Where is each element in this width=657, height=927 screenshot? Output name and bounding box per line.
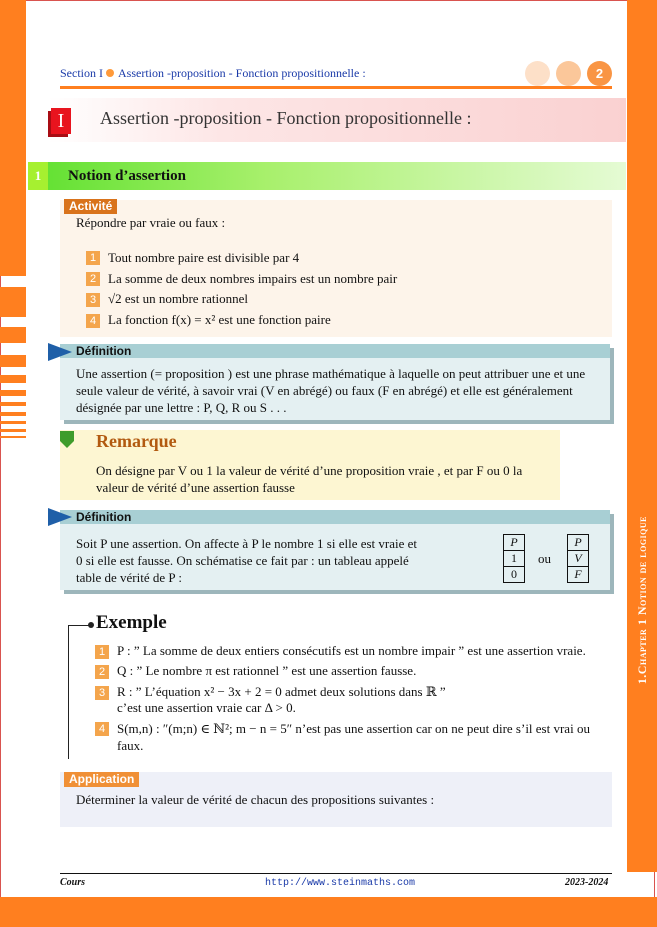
bottom-band — [0, 897, 657, 927]
bullet-icon — [88, 622, 94, 628]
arrow-icon — [48, 508, 72, 526]
definition-text — [76, 535, 417, 586]
truth-table-cell: V — [568, 551, 589, 567]
exemple-title: Exemple — [96, 612, 167, 633]
left-decor-bar — [0, 355, 26, 367]
truth-table-cell: 0 — [504, 567, 525, 583]
subsection-title: Notion d’assertion — [68, 168, 186, 184]
left-decor-bar — [0, 375, 26, 383]
header-section-label: Section I — [60, 66, 103, 80]
left-decor-bar — [0, 436, 26, 438]
section-title: Assertion -proposition - Fonction propositionnelle : — [100, 108, 472, 128]
section-number-badge: I — [51, 108, 71, 134]
item-number-badge: 3 — [86, 293, 100, 307]
down-arrow-icon-tip — [60, 441, 74, 448]
item-number-badge: 3 — [95, 686, 109, 700]
header-rule — [60, 86, 612, 89]
running-header — [60, 66, 366, 81]
item-number-badge: 1 — [95, 645, 109, 659]
header-circle-decor — [525, 61, 550, 86]
definition-line: désignée par une lettre : P, Q, R ou S . . . — [76, 400, 287, 415]
remarque-text — [96, 462, 546, 496]
definition-text — [76, 365, 585, 416]
footer-year: 2023-2024 — [565, 877, 609, 888]
exemple-line: c’est une assertion vraie car Δ > 0. — [117, 700, 296, 715]
header-circle-decor — [556, 61, 581, 86]
header-section-name: Assertion -proposition - Fonction propositionnelle : — [118, 66, 366, 80]
item-number-badge: 2 — [86, 272, 100, 286]
left-decor-bar — [0, 412, 26, 416]
truth-table-letters — [567, 534, 589, 583]
left-decor-bar — [0, 327, 26, 343]
left-decor-bar — [0, 429, 26, 432]
footer-rule — [60, 873, 612, 874]
application-tag: Application — [64, 772, 139, 787]
item-number-badge: 1 — [86, 251, 100, 265]
truth-table-cell: P — [504, 535, 525, 551]
left-decor-bar — [0, 287, 26, 317]
definition-line: Soit P une assertion. On affecte à P le nombre 1 si elle est vraie et — [76, 536, 418, 551]
right-side-band — [627, 0, 657, 872]
activite-item: Tout nombre paire est divisible par 4 — [108, 250, 300, 265]
definition-line: seule valeur de vérité, à savoir vrai (V en abrégé) ou faux (F en abrégé) et elle est généralement — [76, 383, 573, 398]
definition-title: Définition — [76, 344, 132, 358]
truth-table-cell: P — [568, 535, 589, 551]
exemple-item — [117, 720, 590, 754]
remarque-line: On désigne par V ou 1 la valeur de vérité d’une proposition vraie , et par F ou 0 la — [96, 463, 523, 478]
activite-item: La somme de deux nombres impairs est un nombre pair — [108, 271, 398, 286]
truth-table-cell: F — [568, 567, 589, 583]
exemple-item: Q : ” Le nombre π est rationnel ” est une assertion fausse. — [117, 663, 417, 678]
left-decor-bar — [0, 421, 26, 424]
activite-item: √2 est un nombre rationnel — [108, 291, 248, 306]
definition-header-bar — [60, 510, 610, 524]
definition-header-bar — [60, 344, 610, 358]
exemple-line: R : ” L’équation x² − 3x + 2 = 0 admet deux solutions dans ℝ ” — [117, 684, 446, 699]
chapter-sidebar-label: 1.Chapter 1 Notion de logique — [634, 515, 649, 685]
bullet-icon — [106, 69, 114, 77]
truth-table-numeric — [503, 534, 525, 583]
truth-table-cell: 1 — [504, 551, 525, 567]
application-text: Déterminer la valeur de vérité de chacun des propositions suivantes : — [76, 792, 435, 807]
exemple-item: P : ” La somme de deux entiers consécutifs est un nombre impair ” est une assertion vraie. — [117, 643, 586, 658]
exemple-bracket-line — [68, 625, 69, 759]
footer-link[interactable]: http://www.steinmaths.com — [265, 878, 416, 889]
remarque-line: valeur de vérité d’une assertion fausse — [96, 480, 295, 495]
activite-intro: Répondre par vraie ou faux : — [76, 215, 226, 230]
activite-tag: Activité — [64, 199, 117, 214]
definition-title: Définition — [76, 510, 132, 524]
definition-line: table de vérité de P : — [76, 570, 183, 585]
arrow-icon — [48, 343, 72, 361]
exemple-bracket-line — [68, 625, 90, 626]
activite-item: La fonction f(x) = x² est une fonction paire — [108, 312, 331, 327]
exemple-line: faux. — [117, 738, 144, 753]
item-number-badge: 4 — [86, 314, 100, 328]
item-number-badge: 4 — [95, 722, 109, 736]
page-number: 2 — [587, 61, 612, 86]
down-arrow-icon — [60, 431, 74, 441]
item-number-badge: 2 — [95, 665, 109, 679]
footer-left: Cours — [60, 877, 86, 888]
left-decor-bar — [0, 402, 26, 406]
exemple-item — [117, 684, 446, 716]
subsection-number: 1 — [28, 162, 48, 190]
or-label: ou — [538, 551, 551, 566]
left-decor-bar — [0, 390, 26, 396]
left-decor-bar — [0, 0, 26, 276]
definition-line: Une assertion (= proposition ) est une phrase mathématique à laquelle on peut attribuer une et une — [76, 366, 586, 381]
definition-line: 0 si elle est fausse. On schématise ce fait par : un tableau appelé — [76, 553, 409, 568]
exemple-line: S(m,n) : ″(m;n) ∈ ℕ²; m − n = 5″ n’est pas une assertion car on ne peut dire s’il est vrai ou — [117, 721, 590, 736]
remarque-title: Remarque — [96, 431, 177, 451]
